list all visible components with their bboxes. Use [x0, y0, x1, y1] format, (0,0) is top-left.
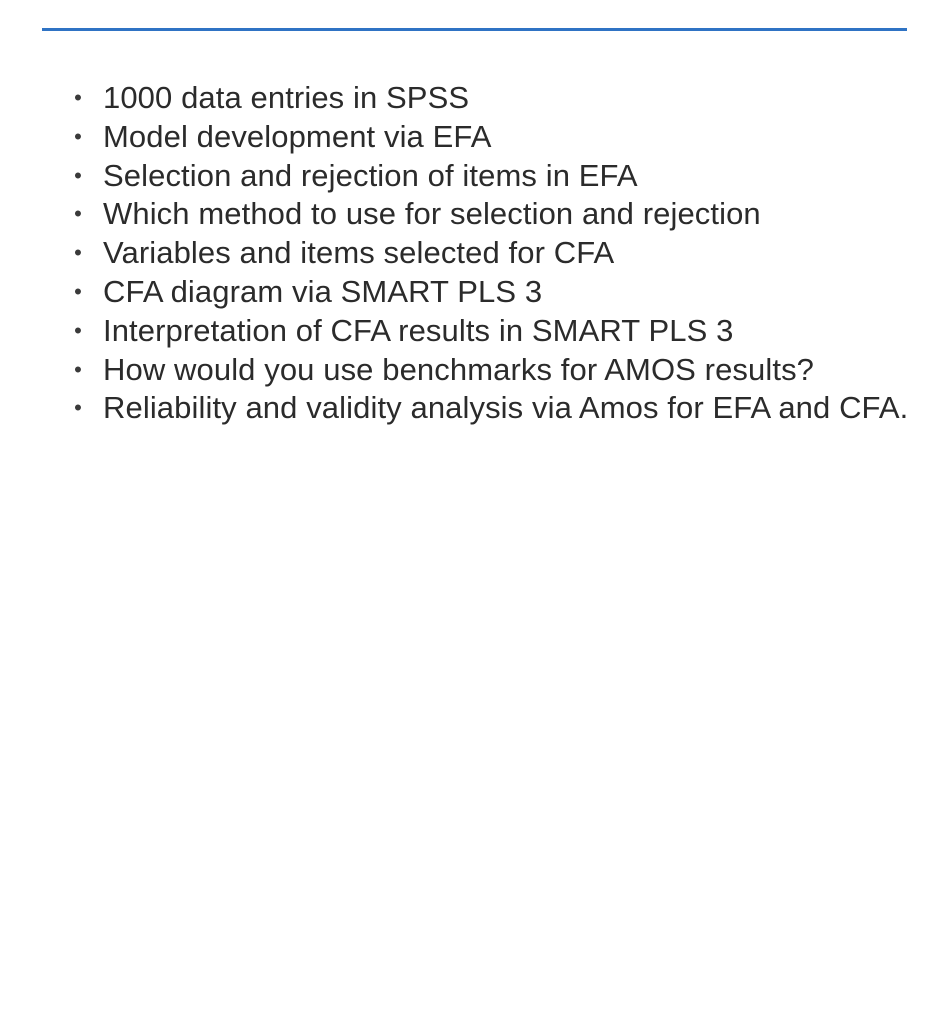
bullet-icon: • — [74, 162, 82, 188]
bullet-icon: • — [74, 395, 82, 421]
bullet-icon: • — [74, 201, 82, 227]
list-item — [68, 389, 918, 428]
bullet-icon: • — [74, 356, 82, 382]
list-item-text: Which method to use for selection and rejection — [103, 196, 761, 232]
list-item-text: Interpretation of CFA results in SMART PLS 3 — [103, 312, 734, 348]
list-item — [68, 195, 918, 234]
bullet-icon: • — [74, 240, 82, 266]
list-item-text: Selection and rejection of items in EFA — [103, 157, 638, 193]
list-item — [68, 157, 918, 196]
bullet-list — [68, 79, 918, 428]
list-item — [68, 273, 918, 312]
list-item-text: Variables and items selected for CFA — [103, 235, 615, 271]
list-item — [68, 351, 918, 390]
list-item — [68, 118, 918, 157]
list-item-text: How would you use benchmarks for AMOS results? — [103, 351, 815, 387]
bullet-icon: • — [74, 85, 82, 110]
list-item-text: Reliability and validity analysis via Amos for EFA and CFA. — [103, 390, 909, 426]
bullet-icon: • — [74, 123, 82, 149]
header-divider — [42, 28, 907, 31]
bullet-icon: • — [74, 278, 82, 304]
list-item — [68, 234, 918, 273]
list-item — [68, 312, 918, 351]
bullet-icon: • — [74, 317, 82, 343]
list-item — [68, 79, 918, 118]
list-item-text: CFA diagram via SMART PLS 3 — [103, 273, 543, 309]
list-item-text: Model development via EFA — [103, 118, 492, 154]
list-item-text: 1000 data entries in SPSS — [103, 80, 470, 115]
